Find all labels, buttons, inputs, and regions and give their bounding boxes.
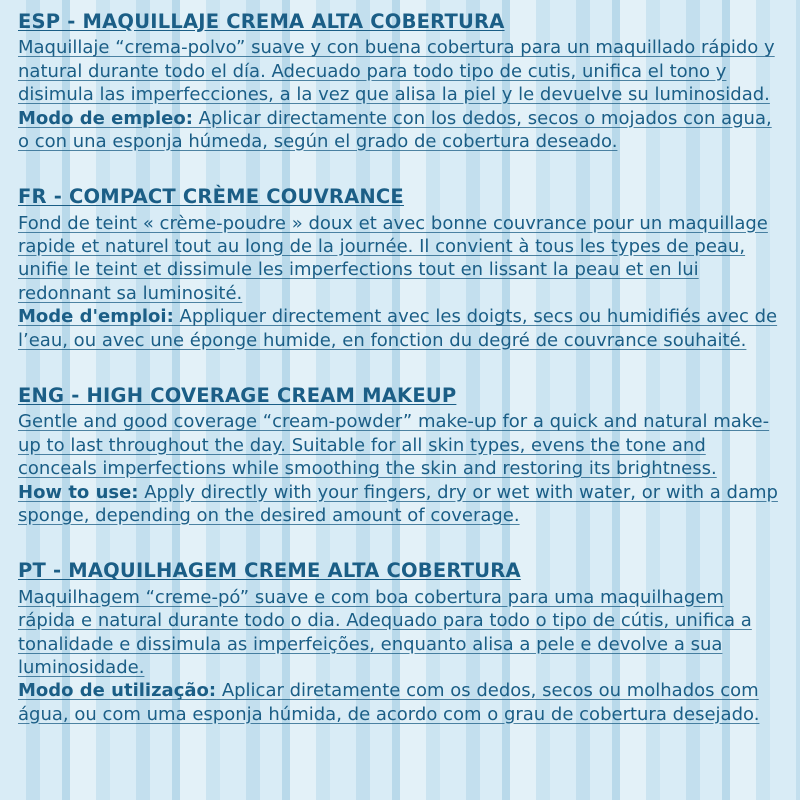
section-divider-2 (18, 366, 786, 384)
multilingual-description-content (18, 10, 786, 726)
section-heading-eng: ENG - HIGH COVERAGE CREAM MAKEUP (18, 384, 457, 408)
section-fr (18, 185, 786, 352)
section-description-pt: Maquilhagem “creme-pó” suave e com boa cobertura para uma maquilhagem rápida e natural durante todo o dia. Adequado para todo o tipo de cútis, unifica a tonalidade e dissimula as imperfeições, enquanto alisa a pele e devolve a sua luminosidade. (18, 586, 752, 678)
section-esp (18, 10, 786, 153)
section-description-esp: Maquillaje “crema-polvo” suave y con buena cobertura para un maquillado rápido y natural durante todo el día. Adecuado para todo tipo de cutis, unifica el tono y disimula las imperfecciones, a la vez que alisa la piel y le devuelve su luminosidad. (18, 37, 775, 106)
section-heading-esp: ESP - MAQUILLAJE CREMA ALTA COBERTURA (18, 10, 505, 33)
section-pt (18, 559, 786, 726)
section-divider-1 (18, 167, 786, 185)
usage-label-pt: Modo de utilização: (18, 680, 217, 702)
section-eng (18, 384, 786, 527)
usage-label-esp: Modo de empleo: (18, 107, 193, 129)
section-heading-pt: PT - MAQUILHAGEM CREME ALTA COBERTURA (18, 559, 521, 583)
usage-text-esp: Aplicar directamente con los dedos, secos o mojados con agua, o con una esponja húmeda, según el grado de cobertura deseado. (18, 107, 772, 152)
usage-label-eng: How to use: (18, 481, 139, 503)
usage-text-pt: Aplicar diretamente com os dedos, secos ou molhados com água, ou com uma esponja húmida, de acordo com o grau de cobertura desejado. (18, 680, 760, 725)
usage-label-fr: Mode d'emploi: (18, 306, 174, 328)
section-usage-fr (18, 305, 786, 352)
section-description-fr: Fond de teint « crème-poudre » doux et avec bonne couvrance pour un maquillage rapide et naturel tout au long de la journée. Il convient à tous les types de peau, unifie le teint et dissimule les imperfections tout en lissant la peau et en lui redonnant sa luminosité. (18, 212, 768, 304)
usage-text-fr: Appliquer directement avec les doigts, secs ou humidifiés avec de l’eau, ou avec une éponge humide, en fonction du degré de couvrance souhaité. (18, 306, 778, 351)
usage-text-eng: Apply directly with your fingers, dry or wet with water, or with a damp sponge, depending on the desired amount of coverage. (18, 481, 778, 526)
section-heading-fr: FR - COMPACT CRÈME COUVRANCE (18, 185, 404, 209)
section-description-eng: Gentle and good coverage “cream-powder” make-up for a quick and natural make-up to last throughout the day. Suitable for all skin types, evens the tone and conceals imperfections while smoothing the skin and restoring its brightness. (18, 411, 770, 480)
section-usage-eng (18, 481, 786, 528)
section-divider-3 (18, 541, 786, 559)
section-usage-esp (18, 107, 786, 154)
section-usage-pt (18, 679, 786, 726)
